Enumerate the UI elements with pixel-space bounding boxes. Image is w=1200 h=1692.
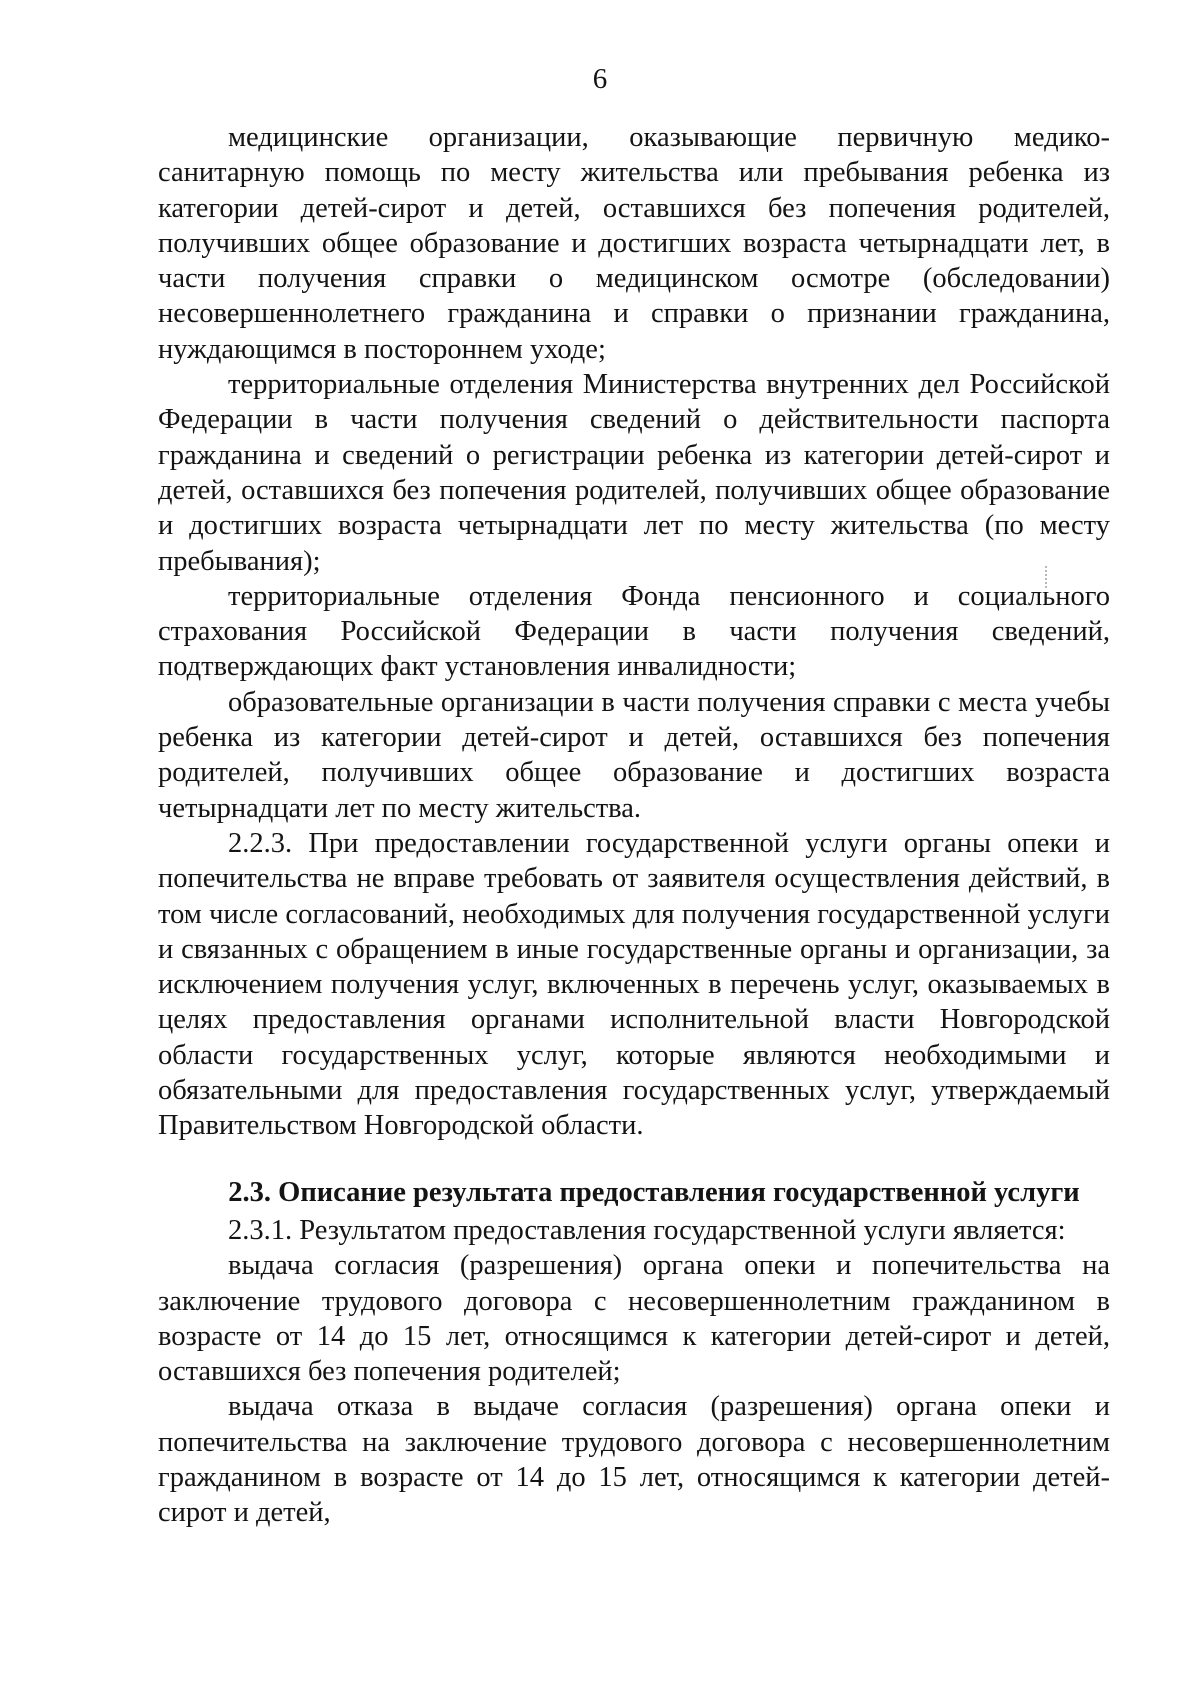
section-heading-2-3: 2.3. Описание результата предоставления государственной услуги xyxy=(228,1176,1080,1208)
document-body xyxy=(158,120,1110,1531)
paragraph-medical-organizations: медицинские организации, оказывающие первичную медико-санитарную помощь по месту жительства или пребывания ребенка из категории детей-сирот и детей, оставшихся без попечения родителей, получивших общее образование и достигших возраста четырнадцати лет, в части получения справки о медицинском осмотре (обследовании) несовершеннолетнего гражданина и справки о признании гражданина, нуждающимся в постороннем уходе; xyxy=(158,122,1110,365)
paragraph-interior-ministry: территориальные отделения Министерства внутренних дел Российской Федерации в части получения сведений о действительности паспорта гражданина и сведений о регистрации ребенка из категории детей-сирот и детей, оставшихся без попечения родителей, получивших общее образование и достигших возраста четырнадцати лет по месту жительства (по месту пребывания); xyxy=(158,369,1110,577)
paragraph-refusal-issuance: выдача отказа в выдаче согласия (разрешения) органа опеки и попечительства на заключение трудового договора с несовершеннолетним гражданином в возрасте от 14 до 15 лет, относящимся к категории детей-сирот и детей, xyxy=(158,1391,1110,1529)
page-number: 6 xyxy=(592,63,608,95)
paragraph-2-3-1: 2.3.1. Результатом предоставления государственной услуги является: xyxy=(228,1214,1066,1246)
scan-speck xyxy=(1045,566,1050,588)
paragraph-2-2-3: 2.2.3. При предоставлении государственной услуги органы опеки и попечительства не вправе требовать от заявителя осуществления действий, в том числе согласований, необходимых для получения государственной услуги и связанных с обращением в иные государственные органы и организации, за исключением получения услуг, включенных в перечень услуг, оказываемых в целях предоставления органами исполнительной власти Новгородской области государственных услуг, которые являются необходимыми и обязательными для предоставления государственных услуг, утверждаемый Правительством Новгородской области. xyxy=(158,827,1110,1142)
paragraph-pension-fund: территориальные отделения Фонда пенсионного и социального страхования Российской Федерации в части получения сведений, подтверждающих факт установления инвалидности; xyxy=(158,580,1110,683)
paragraph-consent-issuance: выдача согласия (разрешения) органа опеки и попечительства на заключение трудового договора с несовершеннолетним гражданином в возрасте от 14 до 15 лет, относящимся к категории детей-сирот и детей, оставшихся без попечения родителей; xyxy=(158,1250,1110,1388)
paragraph-educational-organizations: образовательные организации в части получения справки с места учебы ребенка из категории детей-сирот и детей, оставшихся без попечения родителей, получивших общее образование и достигших возраста четырнадцати лет по месту жительства. xyxy=(158,686,1110,824)
